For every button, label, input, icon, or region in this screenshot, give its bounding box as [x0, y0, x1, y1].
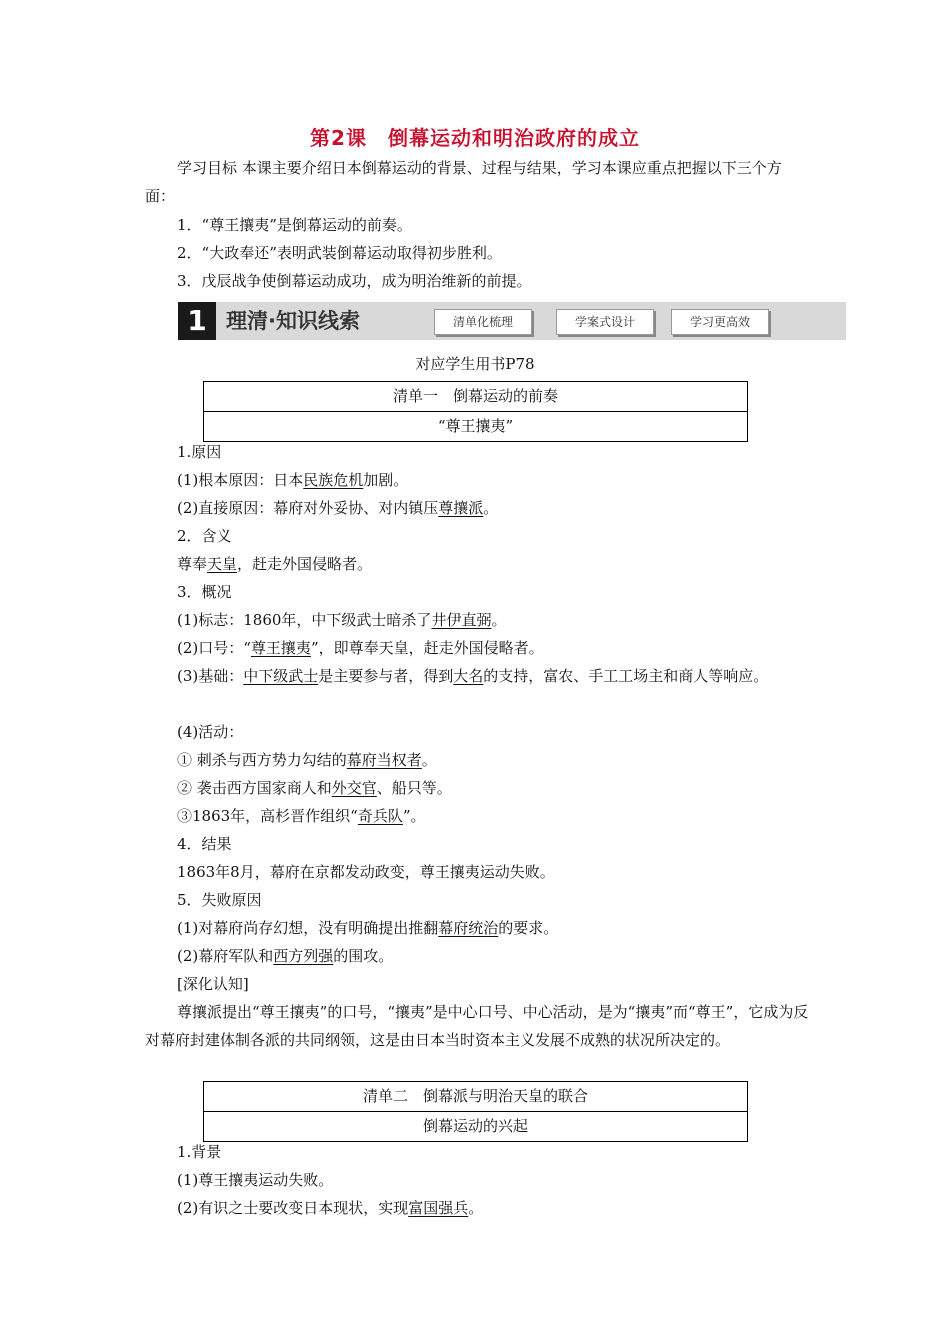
- goal-point-3: 3．戊辰战争使倒幕运动成功，成为明治维新的前提。: [177, 272, 532, 290]
- checklist-two-subtitle: 倒幕运动的兴起: [204, 1111, 747, 1141]
- tab-efficiency[interactable]: 学习更高效: [671, 309, 769, 335]
- section-banner: [178, 302, 846, 340]
- deepen-text: 尊攘派提出“尊王攘夷”的口号，“攘夷”是中心口号、中心活动，是为“攘夷”而“尊王”，它成为反对幕府封建体制各派的共同纲领，这是由日本当时资本主义发展不成熟的状况所决定的。: [145, 1003, 809, 1049]
- heading-result: 4．结果: [177, 835, 232, 853]
- cause-direct: (2)直接原因：幕府对外妥协、对内镇压尊攘派。: [177, 499, 499, 517]
- overview-slogan: (2)口号：“尊王攘夷”，即尊奉天皇，赶走外国侵略者。: [177, 639, 544, 657]
- activity-3: ③1863年，高杉晋作组织“奇兵队”。: [177, 807, 426, 825]
- background-1: (1)尊王攘夷运动失败。: [177, 1171, 334, 1189]
- deepen-heading: [深化认知]: [177, 975, 249, 993]
- tab-design[interactable]: 学案式设计: [556, 309, 654, 335]
- cause-root: (1)根本原因：日本民族危机加剧。: [177, 471, 409, 489]
- checklist-two-title: 清单二 倒幕派与明治天皇的联合: [362, 1087, 588, 1105]
- result-text: 1863年8月，幕府在京都发动政变，尊王攘夷运动失败。: [177, 863, 555, 881]
- learning-goal: 学习目标 本课主要介绍日本倒幕运动的背景、过程与结果，学习本课应重点把握以下三个方面：: [145, 159, 782, 205]
- heading-failure: 5．失败原因: [177, 891, 262, 909]
- page-reference: 对应学生用书P78: [415, 355, 535, 373]
- heading-overview: 3．概况: [177, 583, 232, 601]
- lesson-title: 第2课 倒幕运动和明治政府的成立: [310, 126, 640, 150]
- overview-sign: (1)标志：1860年，中下级武士暗杀了井伊直弼。: [177, 611, 507, 629]
- meaning-text: 尊奉天皇，赶走外国侵略者。: [177, 555, 373, 573]
- heading-background: 1.背景: [177, 1143, 222, 1161]
- overview-basis: (3)基础：中下级武士是主要参与者，得到大名的支持，富农、手工工场主和商人等响应。: [177, 667, 769, 685]
- activity-1: ① 刺杀与西方势力勾结的幕府当权者。: [177, 751, 437, 769]
- background-2: (2)有识之士要改变日本现状，实现富国强兵。: [177, 1199, 484, 1217]
- checklist-two-box: [203, 1081, 748, 1142]
- heading-meaning: 2．含义: [177, 527, 232, 545]
- section-number-badge: 1: [178, 302, 216, 340]
- failure-2: (2)幕府军队和西方列强的围攻。: [177, 947, 394, 965]
- checklist-one-box: [203, 381, 748, 442]
- goal-point-2: 2．“大政奉还”表明武装倒幕运动取得初步胜利。: [177, 244, 502, 262]
- goal-point-1: 1．“尊王攘夷”是倒幕运动的前奏。: [177, 216, 412, 234]
- failure-1: (1)对幕府尚存幻想，没有明确提出推翻幕府统治的要求。: [177, 919, 559, 937]
- activity-2: ② 袭击西方国家商人和外交官、船只等。: [177, 779, 452, 797]
- heading-cause: 1.原因: [177, 443, 222, 461]
- overview-activity: (4)活动：: [177, 723, 244, 741]
- checklist-one-title: 清单一 倒幕运动的前奏: [392, 387, 558, 405]
- tab-checklist[interactable]: 清单化梳理: [434, 309, 532, 335]
- checklist-one-subtitle: “尊王攘夷”: [204, 411, 747, 441]
- banner-title: 理清·知识线索: [226, 309, 360, 333]
